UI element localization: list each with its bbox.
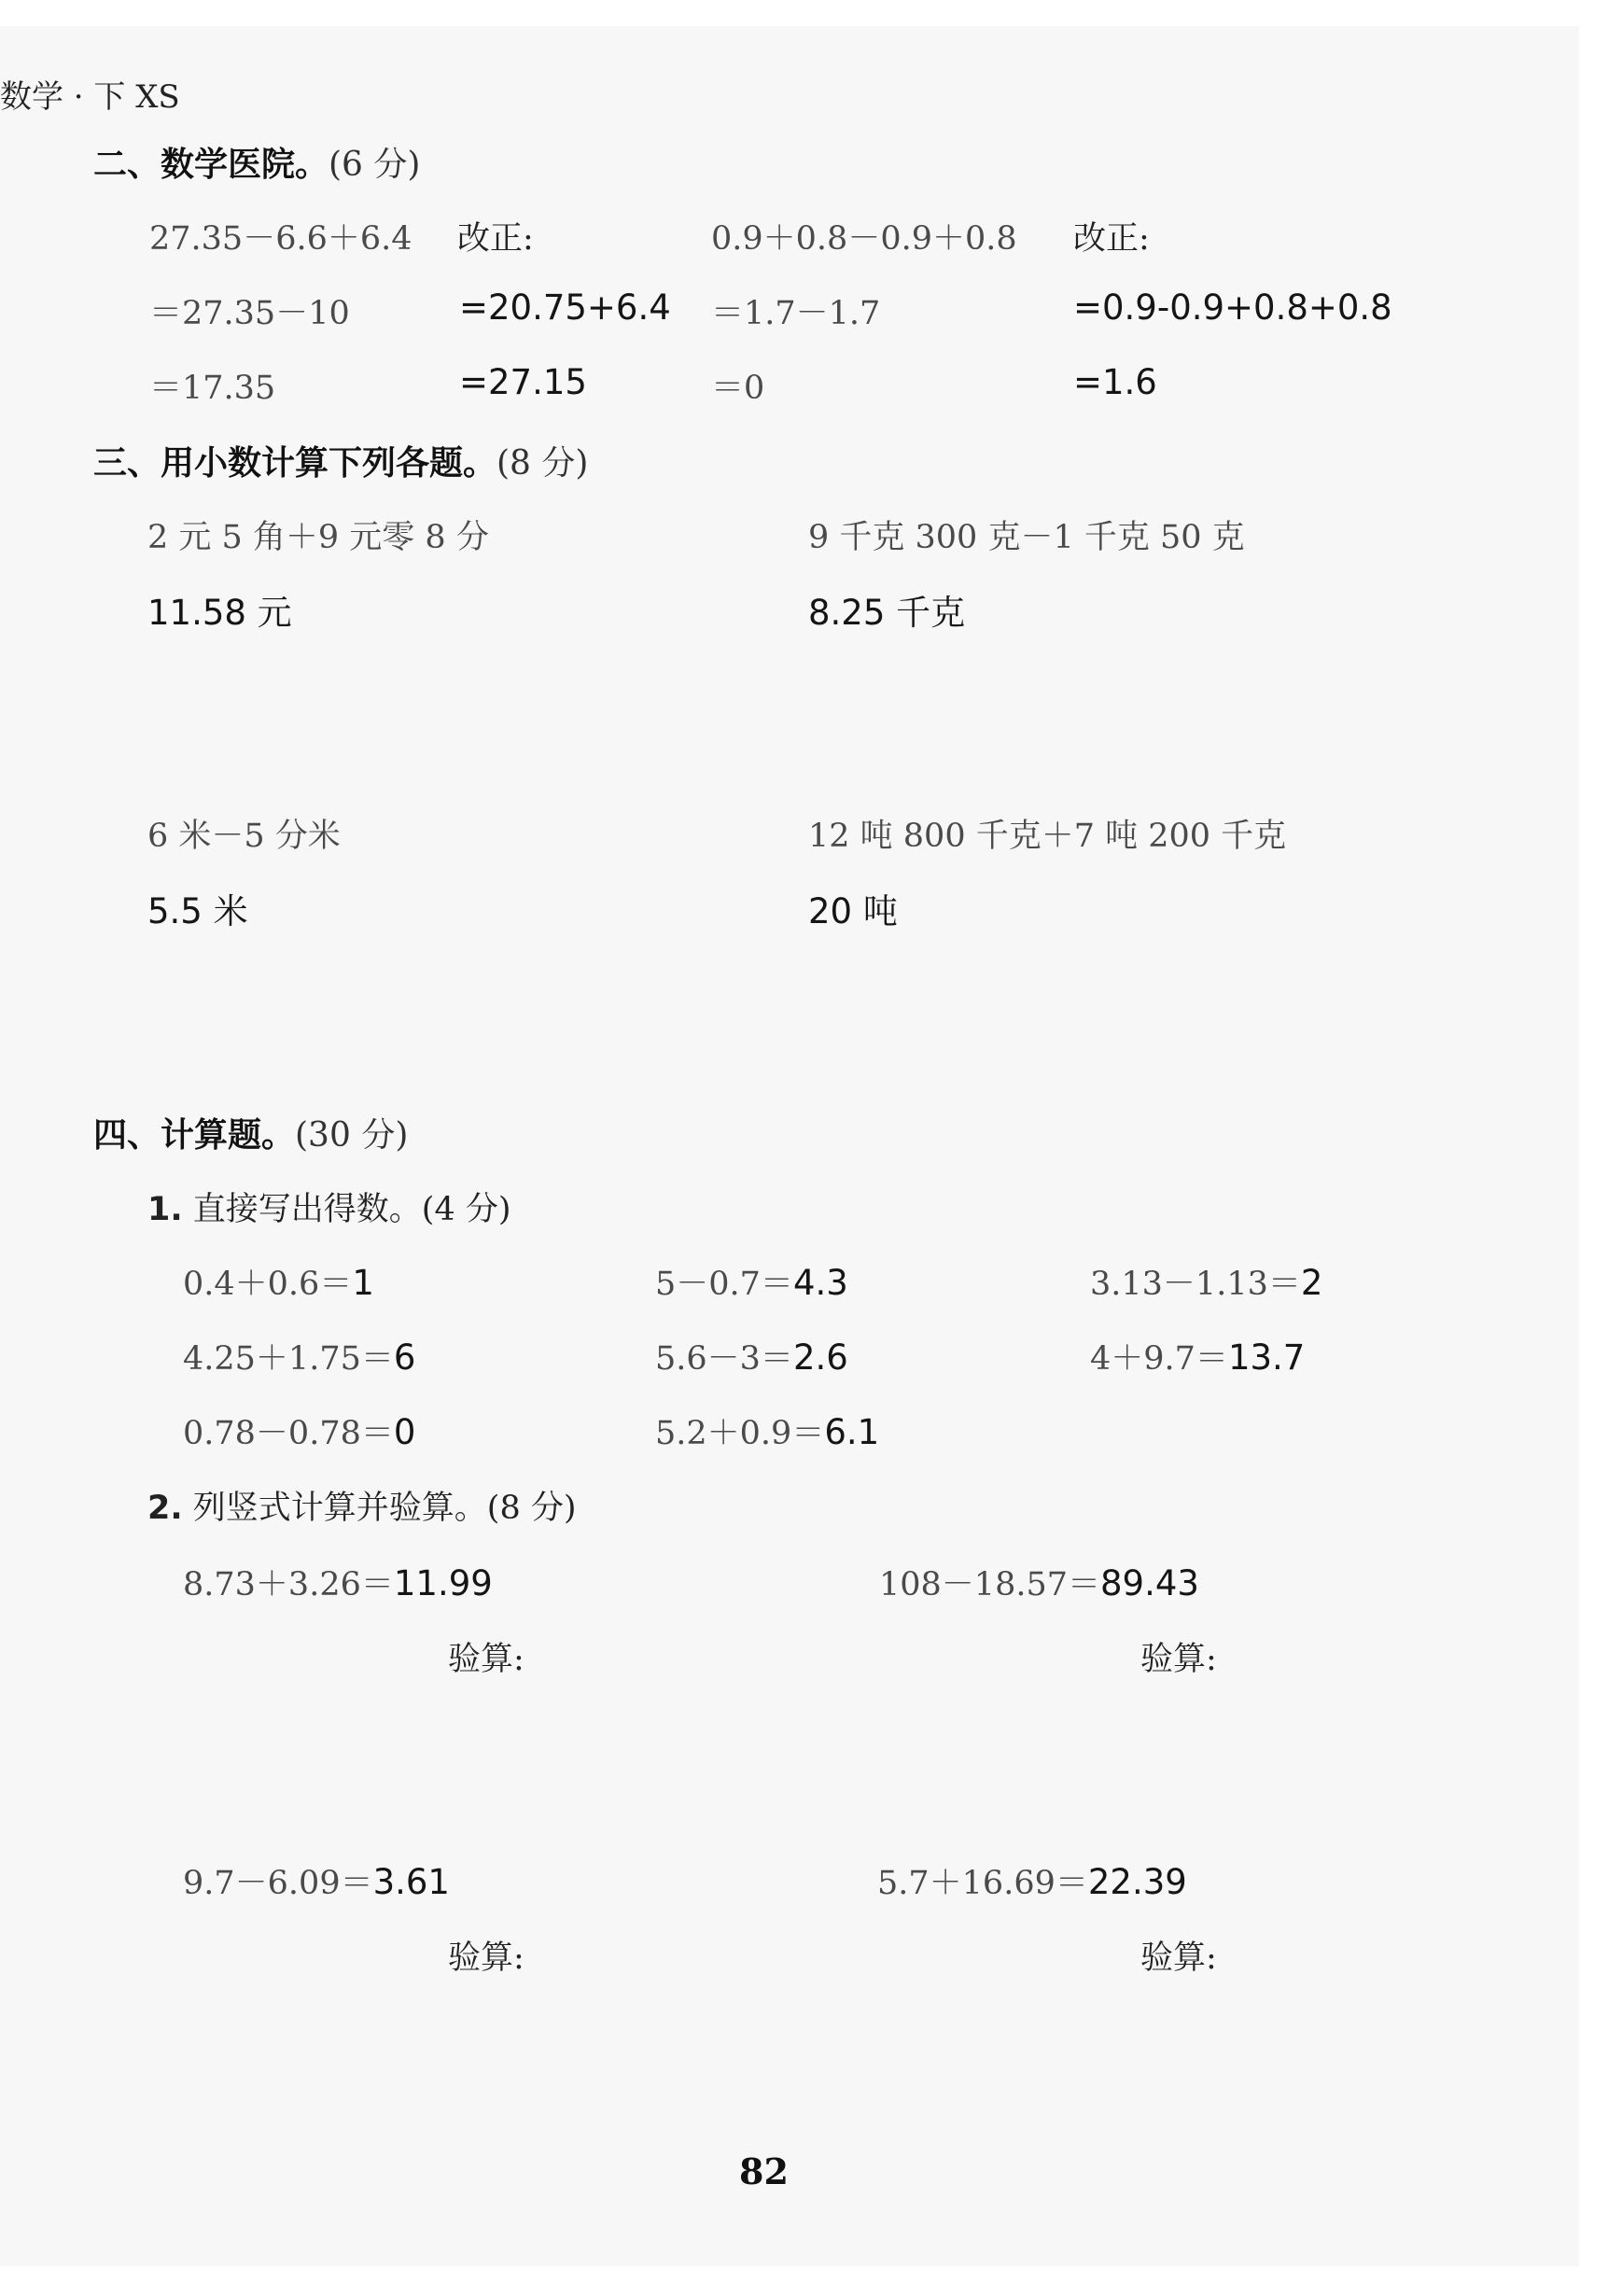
mental-math-item: 5.6－3＝2.6 xyxy=(655,1337,848,1378)
section2-points: (6 分) xyxy=(329,146,421,184)
mental-math-item: 4＋9.7＝13.7 xyxy=(1090,1337,1306,1378)
section3-title: 三、用小数计算下列各题。 xyxy=(93,444,497,483)
verify-label: 验算: xyxy=(448,1641,524,1678)
unit-question: 9 千克 300 克－1 千克 50 克 xyxy=(808,519,1245,556)
section2-title: 二、数学医院。 xyxy=(93,146,329,184)
mental-math-item: 5.2＋0.9＝6.1 xyxy=(655,1412,880,1452)
problem1-fix-label: 改正: xyxy=(457,220,534,258)
mental-math-item: 3.13－1.13＝2 xyxy=(1090,1263,1323,1303)
unit-answer: 11.58 元 xyxy=(147,593,292,633)
unit-question: 2 元 5 角＋9 元零 8 分 xyxy=(147,519,489,556)
subsection2-number: 2. xyxy=(147,1490,183,1527)
problem2-fix-label: 改正: xyxy=(1073,220,1150,258)
problem1-fix-line3: =27.15 xyxy=(459,362,587,402)
verify-label: 验算: xyxy=(448,1939,524,1977)
problem2-fix-line2: =0.9-0.9+0.8+0.8 xyxy=(1073,287,1392,328)
page-number: 82 xyxy=(739,2150,789,2192)
problem1-line2: ＝27.35－10 xyxy=(149,295,350,332)
vertical-calc-item: 5.7＋16.69＝22.39 xyxy=(877,1862,1187,1902)
problem1-line3: ＝17.35 xyxy=(149,370,276,407)
worksheet-page xyxy=(0,26,1579,2266)
vertical-calc-item: 8.73＋3.26＝11.99 xyxy=(183,1563,493,1603)
unit-question: 6 米－5 分米 xyxy=(147,818,341,855)
subsection2-heading xyxy=(147,1482,577,1529)
verify-label: 验算: xyxy=(1140,1939,1217,1977)
subsection1-number: 1. xyxy=(147,1191,183,1228)
vertical-calc-item: 9.7－6.09＝3.61 xyxy=(183,1862,450,1902)
mental-math-item: 5－0.7＝4.3 xyxy=(655,1263,848,1303)
subsection2-title: 列竖式计算并验算。(8 分) xyxy=(192,1490,577,1527)
mental-math-item: 0.4＋0.6＝1 xyxy=(183,1263,374,1303)
unit-answer: 8.25 千克 xyxy=(808,593,966,633)
subsection1-heading xyxy=(147,1183,511,1230)
section4-heading xyxy=(93,1109,408,1156)
vertical-calc-item: 108－18.57＝89.43 xyxy=(879,1563,1199,1603)
problem2-line1: 0.9＋0.8－0.9＋0.8 xyxy=(711,220,1017,258)
problem1-line1: 27.35－6.6＋6.4 xyxy=(149,220,412,258)
problem1-fix-line2: =20.75+6.4 xyxy=(459,287,671,328)
section2-heading xyxy=(93,138,420,186)
subsection1-title: 直接写出得数。(4 分) xyxy=(192,1191,511,1228)
verify-label: 验算: xyxy=(1140,1641,1217,1678)
section4-title: 四、计算题。 xyxy=(93,1116,296,1155)
section3-points: (8 分) xyxy=(496,444,589,483)
unit-question: 12 吨 800 千克＋7 吨 200 千克 xyxy=(808,818,1287,855)
section3-heading xyxy=(93,437,588,484)
problem2-fix-line3: =1.6 xyxy=(1073,362,1157,402)
problem2-line3: ＝0 xyxy=(711,370,765,407)
problem2-line2: ＝1.7－1.7 xyxy=(711,295,881,332)
unit-answer: 20 吨 xyxy=(808,891,898,931)
mental-math-item: 0.78－0.78＝0 xyxy=(183,1412,416,1452)
section4-points: (30 分) xyxy=(295,1116,409,1155)
unit-answer: 5.5 米 xyxy=(147,891,248,931)
page-header: 数学 · 下 XS xyxy=(0,78,180,116)
mental-math-item: 4.25＋1.75＝6 xyxy=(183,1337,416,1378)
